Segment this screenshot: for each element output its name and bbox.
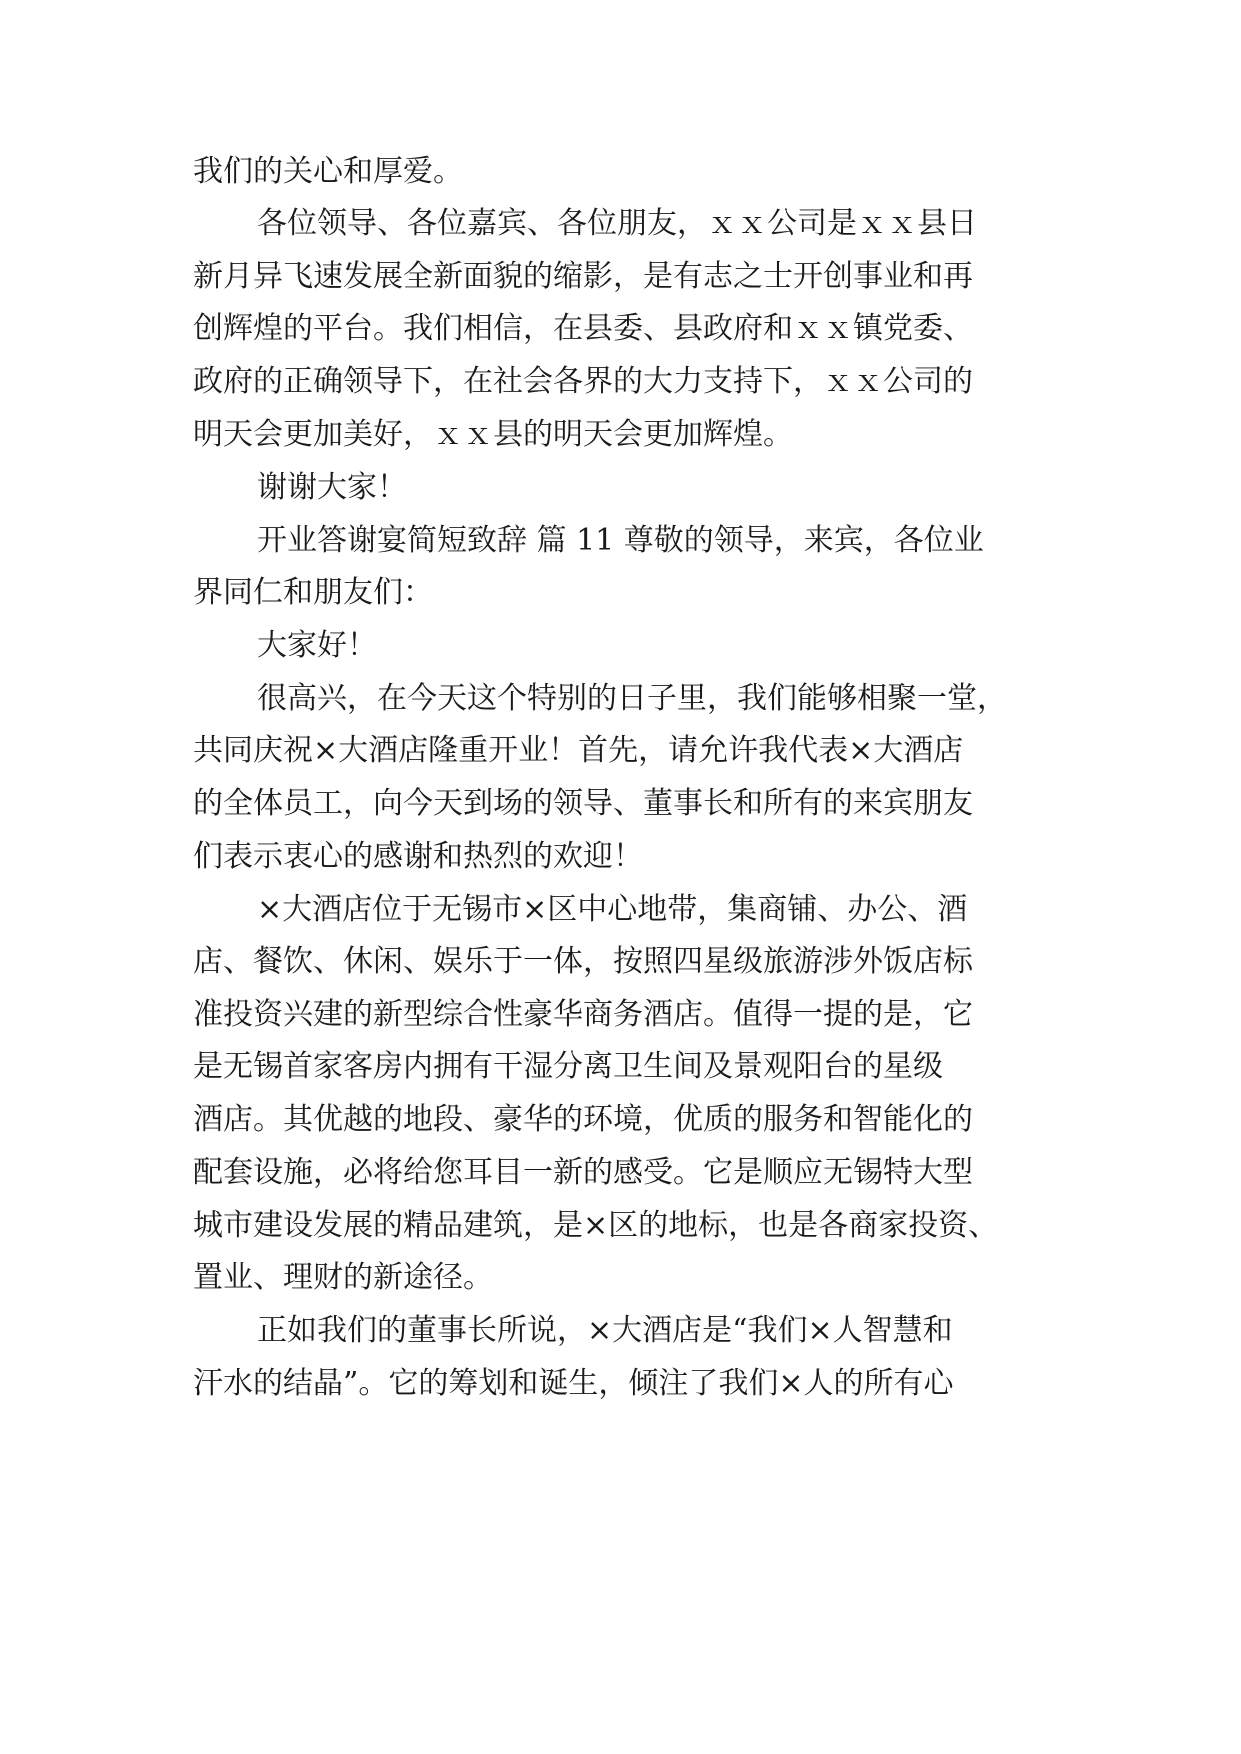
text-line: 们表示衷心的感谢和热烈的欢迎！: [193, 839, 643, 874]
text-line: 开业答谢宴简短致辞 篇 11 尊敬的领导，来宾，各位业: [257, 523, 984, 558]
text-line: 明天会更加美好，ｘｘ县的明天会更加辉煌。: [193, 417, 793, 452]
text-line: 配套设施，必将给您耳目一新的感受。它是顺应无锡特大型: [193, 1155, 973, 1190]
text-line: 界同仁和朋友们：: [193, 575, 433, 610]
text-line: 酒店。其优越的地段、豪华的环境，优质的服务和智能化的: [193, 1102, 973, 1137]
text-line: 政府的正确领导下，在社会各界的大力支持下，ｘｘ公司的: [193, 364, 973, 399]
text-line: 共同庆祝×大酒店隆重开业！首先，请允许我代表×大酒店: [193, 733, 964, 768]
text-line: 汗水的结晶”。它的筹划和诞生，倾注了我们×人的所有心: [193, 1366, 954, 1401]
text-line: 置业、理财的新途径。: [193, 1260, 493, 1295]
text-line: ×大酒店位于无锡市×区中心地带，集商铺、办公、酒: [257, 892, 968, 927]
text-line: 创辉煌的平台。我们相信，在县委、县政府和ｘｘ镇党委、: [193, 311, 973, 346]
text-line: 正如我们的董事长所说，×大酒店是“我们×人智慧和: [257, 1313, 953, 1348]
text-line: 新月异飞速发展全新面貌的缩影，是有志之士开创事业和再: [193, 259, 973, 294]
text-line: 大家好！: [257, 628, 377, 663]
text-line: 各位领导、各位嘉宾、各位朋友，ｘｘ公司是ｘｘ县日: [257, 206, 977, 241]
text-line: 准投资兴建的新型综合性豪华商务酒店。值得一提的是，它: [193, 997, 973, 1032]
text-line: 我们的关心和厚爱。: [193, 154, 463, 189]
text-line: 城市建设发展的精品建筑，是×区的地标，也是各商家投资、: [193, 1208, 999, 1243]
text-line: 是无锡首家客房内拥有干湿分离卫生间及景观阳台的星级: [193, 1049, 943, 1084]
text-line: 很高兴，在今天这个特别的日子里，我们能够相聚一堂，: [257, 681, 1007, 716]
text-line: 谢谢大家！: [257, 470, 407, 505]
text-line: 的全体员工，向今天到场的领导、董事长和所有的来宾朋友: [193, 786, 973, 821]
text-line: 店、餐饮、休闲、娱乐于一体，按照四星级旅游涉外饭店标: [193, 944, 973, 979]
